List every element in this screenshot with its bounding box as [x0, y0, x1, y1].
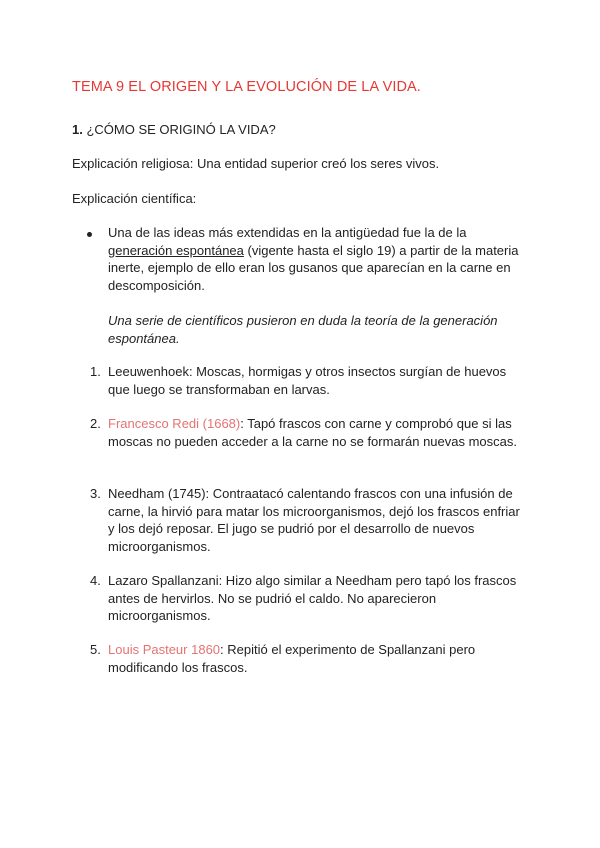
list-item-text [108, 363, 523, 398]
list-item-body: : Repitió el experimento de Spallanzani pero modificando los frascos. [108, 642, 476, 675]
bullet-list-item [90, 224, 530, 347]
section-title: ¿CÓMO SE ORIGINÓ LA VIDA? [82, 122, 276, 137]
list-number: 5. [90, 642, 101, 657]
section-heading [72, 121, 276, 139]
list-number: 2. [90, 416, 101, 431]
list-item-text [108, 415, 523, 450]
scientific-explanation: Explicación científica: [72, 191, 197, 206]
bullet-dot-icon [87, 232, 92, 237]
religious-explanation: Explicación religiosa: Una entidad superior creó los seres vivos. [72, 156, 440, 171]
list-number: 3. [90, 486, 101, 501]
bullet-text-after: (vigente hasta el siglo 19) a partir de la materia inerte, ejemplo de ello eran los gusanos que aparecían en la carne en descomposición. [108, 242, 519, 293]
bullet-text [108, 224, 523, 294]
list-item-4 [90, 572, 530, 625]
italic-note: Una serie de científicos pusieron en duda la teoría de la generación espontánea. [108, 313, 498, 346]
document-title: TEMA 9 EL ORIGEN Y LA EVOLUCIÓN DE LA VIDA. [72, 79, 421, 95]
list-item-5 [90, 641, 530, 676]
list-item-body: : Tapó frascos con carne y comprobó que si las moscas no pueden acceder a la carne no se formarán nuevas moscas. [108, 416, 518, 449]
list-item-body: Needham (1745): Contraatacó calentando frascos con una infusión de carne, la hirvió para matar los microorganismos, dejó los frascos enfriar y los dejó reposar. El jugo se pudrió por el desarrollo de nuevos microorganismos. [108, 486, 520, 554]
list-item-highlight: Louis Pasteur 1860 [108, 642, 221, 657]
list-number: 1. [90, 364, 101, 379]
list-item-text [108, 485, 523, 555]
list-item-highlight: Francesco Redi (1668) [108, 416, 241, 431]
list-item-1 [90, 363, 530, 398]
list-item-text [108, 641, 523, 676]
list-item-3 [90, 485, 530, 555]
list-item-text [108, 572, 523, 625]
list-item-body: Leeuwenhoek: Moscas, hormigas y otros insectos surgían de huevos que luego se transformaban en larvas. [108, 364, 507, 397]
list-number: 4. [90, 573, 101, 588]
generacion-espontanea-term: generación espontánea [108, 242, 244, 258]
list-item-2 [90, 415, 530, 450]
bullet-text-before: Una de las ideas más extendidas en la antigüedad fue la de la [108, 225, 467, 240]
list-item-body: Lazaro Spallanzani: Hizo algo similar a Needham pero tapó los frascos antes de hervirlos. No se pudrió el caldo. No aparecieron microorganismos. [108, 573, 517, 623]
section-number: 1. [72, 122, 83, 137]
